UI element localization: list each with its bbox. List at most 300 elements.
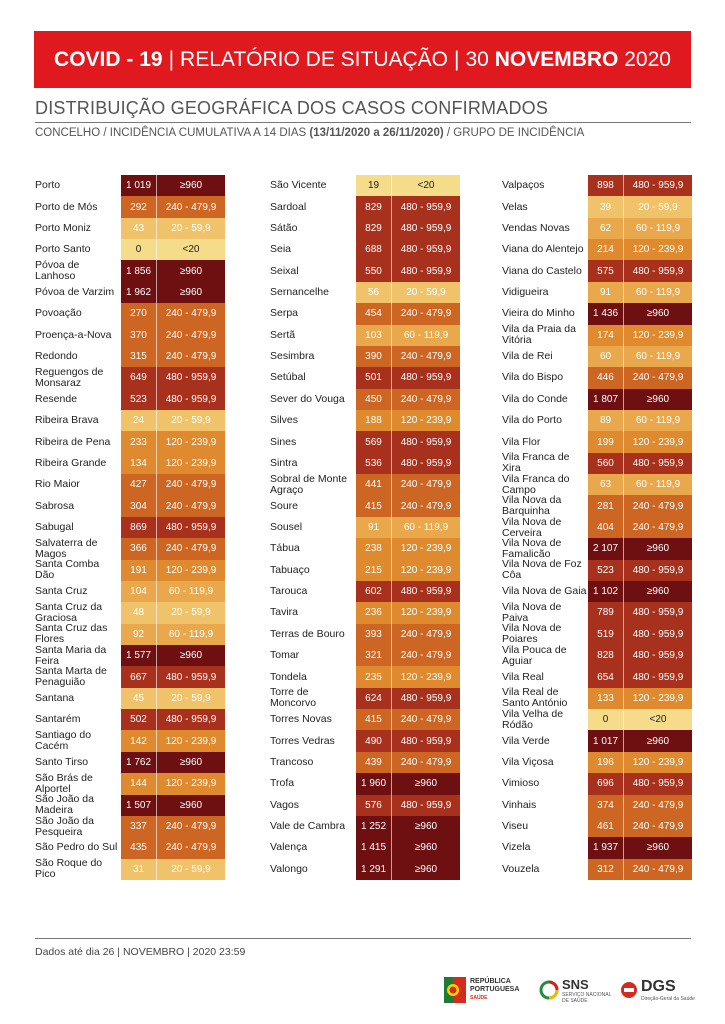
table-row	[35, 624, 225, 645]
municipality-name: Porto de Mós	[35, 200, 98, 213]
incidence-value: 523	[121, 389, 157, 410]
municipality-name: Vila do Conde	[502, 392, 568, 405]
municipality-name: Vila Nova da Barquinha	[502, 494, 562, 518]
municipality-name: Tavira	[270, 606, 299, 619]
incidence-value: 1 507	[121, 795, 157, 816]
municipality-name: Sernancelhe	[270, 285, 329, 298]
incidence-value: 1 102	[588, 581, 624, 602]
municipality-name: Torres Vedras	[270, 734, 335, 747]
table-row	[270, 859, 460, 880]
incidence-value: 829	[356, 218, 392, 239]
municipality-name: Proença-a-Nova	[35, 328, 112, 341]
table-row	[35, 730, 225, 751]
table-row	[270, 517, 460, 538]
incidence-value: 238	[356, 538, 392, 559]
table-row	[502, 624, 692, 645]
report-banner	[34, 31, 691, 88]
incidence-group: 480 - 959,9	[392, 239, 460, 260]
municipality-name: Póvoa de Varzim	[35, 285, 115, 298]
incidence-group: ≥960	[624, 538, 692, 559]
incidence-group: 240 - 479,9	[392, 624, 460, 645]
table-row	[270, 837, 460, 858]
table-row	[502, 431, 692, 452]
incidence-value: 60	[588, 346, 624, 367]
incidence-value: 523	[588, 560, 624, 581]
dgs-logo	[620, 970, 695, 1010]
incidence-group: ≥960	[624, 389, 692, 410]
municipality-name: Tondela	[270, 670, 307, 683]
table-row	[502, 602, 692, 623]
table-row	[35, 175, 225, 196]
incidence-value: 233	[121, 431, 157, 452]
table-row	[35, 795, 225, 816]
incidence-group: 20 - 59,9	[392, 282, 460, 303]
logo-dgs-text: DGS	[641, 978, 676, 995]
incidence-value: 1 291	[356, 859, 392, 880]
incidence-value: 39	[588, 196, 624, 217]
municipality-name: Ribeira Grande	[35, 456, 107, 469]
incidence-group: 240 - 479,9	[392, 645, 460, 666]
incidence-group: ≥960	[157, 282, 225, 303]
incidence-group: 480 - 959,9	[392, 196, 460, 217]
table-row	[502, 581, 692, 602]
incidence-group: 240 - 479,9	[392, 752, 460, 773]
incidence-value: 315	[121, 346, 157, 367]
table-row	[270, 346, 460, 367]
incidence-group: 480 - 959,9	[392, 688, 460, 709]
incidence-value: 667	[121, 666, 157, 687]
table-row	[502, 389, 692, 410]
incidence-group: 240 - 479,9	[624, 859, 692, 880]
municipality-name: Vila do Bispo	[502, 371, 564, 384]
municipality-name: Rio Maior	[35, 478, 80, 491]
municipality-name: Redondo	[35, 350, 78, 363]
table-row	[270, 495, 460, 516]
municipality-name: Valença	[270, 841, 308, 854]
municipality-name: Santa Cruz da Graciosa	[35, 600, 103, 624]
incidence-group: 480 - 959,9	[157, 367, 225, 388]
incidence-group: 240 - 479,9	[157, 474, 225, 495]
municipality-name: Tábua	[270, 542, 300, 555]
incidence-group: 240 - 479,9	[157, 303, 225, 324]
incidence-group: 480 - 959,9	[624, 666, 692, 687]
incidence-value: 142	[121, 730, 157, 751]
incidence-group: 20 - 59,9	[157, 218, 225, 239]
municipality-name: Viana do Castelo	[502, 264, 582, 277]
table-row	[270, 453, 460, 474]
municipality-name: Viseu	[502, 820, 529, 833]
incidence-value: 1 252	[356, 816, 392, 837]
incidence-value: 91	[588, 282, 624, 303]
table-row	[35, 645, 225, 666]
incidence-group: 60 - 119,9	[624, 282, 692, 303]
municipality-name: Ribeira de Pena	[35, 435, 111, 448]
table-row	[502, 410, 692, 431]
table-row	[270, 474, 460, 495]
incidence-group: 240 - 479,9	[157, 816, 225, 837]
incidence-group: 480 - 959,9	[624, 560, 692, 581]
table-row	[502, 453, 692, 474]
table-row	[270, 709, 460, 730]
incidence-group: 480 - 959,9	[392, 218, 460, 239]
municipality-name: Vila Nova de Cerveira	[502, 515, 562, 539]
incidence-group: 120 - 239,9	[392, 666, 460, 687]
municipality-name: Tabuaço	[270, 563, 310, 576]
incidence-group: 480 - 959,9	[624, 773, 692, 794]
incidence-group: 480 - 959,9	[157, 389, 225, 410]
incidence-value: 450	[356, 389, 392, 410]
incidence-value: 393	[356, 624, 392, 645]
incidence-group: 20 - 59,9	[157, 688, 225, 709]
municipality-name: Vila Real	[502, 670, 544, 683]
municipality-name: Vila de Rei	[502, 350, 553, 363]
incidence-value: 575	[588, 260, 624, 281]
incidence-group: <20	[624, 709, 692, 730]
table-row	[502, 495, 692, 516]
table-row	[502, 367, 692, 388]
incidence-value: 415	[356, 495, 392, 516]
incidence-value: 48	[121, 602, 157, 623]
table-row	[502, 175, 692, 196]
municipality-name: Ribeira Brava	[35, 414, 99, 427]
incidence-group: 480 - 959,9	[624, 453, 692, 474]
incidence-value: 91	[356, 517, 392, 538]
municipality-name: Serpa	[270, 307, 299, 320]
table-row	[502, 538, 692, 559]
incidence-value: 188	[356, 410, 392, 431]
incidence-value: 1 807	[588, 389, 624, 410]
incidence-group: 120 - 239,9	[624, 752, 692, 773]
incidence-value: 304	[121, 495, 157, 516]
incidence-group: 120 - 239,9	[392, 560, 460, 581]
incidence-value: 2 107	[588, 538, 624, 559]
incidence-value: 292	[121, 196, 157, 217]
incidence-group: 480 - 959,9	[157, 517, 225, 538]
incidence-group: ≥960	[157, 752, 225, 773]
incidence-value: 63	[588, 474, 624, 495]
dgs-emblem-icon	[620, 981, 638, 999]
logo-sns-text: SNS	[562, 976, 589, 992]
incidence-group: ≥960	[157, 260, 225, 281]
incidence-group: 240 - 479,9	[392, 474, 460, 495]
incidence-group: 20 - 59,9	[157, 602, 225, 623]
incidence-group: 480 - 959,9	[392, 453, 460, 474]
table-row	[35, 282, 225, 303]
incidence-group: ≥960	[624, 730, 692, 751]
incidence-value: 191	[121, 560, 157, 581]
incidence-group: 240 - 479,9	[392, 495, 460, 516]
municipality-name: Sines	[270, 435, 297, 448]
municipality-name: Vila Nova de Paiva	[502, 600, 562, 624]
banner-day: 30	[465, 47, 489, 71]
incidence-value: 696	[588, 773, 624, 794]
table-row	[35, 260, 225, 281]
incidence-group: <20	[157, 239, 225, 260]
table-row	[35, 666, 225, 687]
logo-sns-sub2: DE SAÚDE	[562, 997, 588, 1004]
municipality-name: Sertã	[270, 328, 296, 341]
municipality-name: Vinhais	[502, 798, 537, 811]
incidence-value: 898	[588, 175, 624, 196]
municipality-name: Sobral de Monte Agraço	[270, 472, 348, 496]
municipality-name: Trancoso	[270, 755, 314, 768]
table-row	[35, 517, 225, 538]
table-row	[35, 816, 225, 837]
table-row	[502, 239, 692, 260]
incidence-value: 869	[121, 517, 157, 538]
incidence-value: 321	[356, 645, 392, 666]
incidence-value: 1 856	[121, 260, 157, 281]
incidence-group: 480 - 959,9	[392, 581, 460, 602]
incidence-group: 240 - 479,9	[157, 538, 225, 559]
table-row	[270, 795, 460, 816]
incidence-value: 31	[121, 859, 157, 880]
municipality-name: São João da Madeira	[35, 793, 94, 817]
banner-report-title: RELATÓRIO DE SITUAÇÃO	[180, 47, 449, 71]
incidence-group: 240 - 479,9	[392, 709, 460, 730]
incidence-group: 120 - 239,9	[624, 688, 692, 709]
incidence-group: 120 - 239,9	[157, 453, 225, 474]
republica-portuguesa-logo	[444, 970, 519, 1010]
table-row	[270, 410, 460, 431]
title-divider	[35, 122, 691, 123]
table-row	[502, 709, 692, 730]
logo-sns-sub1: SERVIÇO NACIONAL	[562, 991, 612, 998]
incidence-group: 120 - 239,9	[157, 560, 225, 581]
incidence-group: 60 - 119,9	[157, 624, 225, 645]
table-row	[270, 239, 460, 260]
incidence-value: 19	[356, 175, 392, 196]
incidence-value: 366	[121, 538, 157, 559]
table-row	[502, 303, 692, 324]
municipality-name: Setúbal	[270, 371, 306, 384]
incidence-group: 60 - 119,9	[392, 517, 460, 538]
incidence-value: 536	[356, 453, 392, 474]
incidence-group: 240 - 479,9	[624, 816, 692, 837]
incidence-value: 461	[588, 816, 624, 837]
incidence-group: 120 - 239,9	[392, 602, 460, 623]
municipality-name: Vale de Cambra	[270, 820, 346, 833]
incidence-value: 649	[121, 367, 157, 388]
municipality-name: Porto Santo	[35, 243, 91, 256]
banner-separator: |	[168, 47, 175, 71]
logo-rp-line3: SAÚDE	[470, 995, 488, 1001]
incidence-group: 240 - 479,9	[624, 795, 692, 816]
logo-rp-line1: REPÚBLICA	[470, 978, 511, 985]
incidence-value: 828	[588, 645, 624, 666]
municipality-name: Santa Cruz	[35, 585, 88, 598]
municipality-name: Vimioso	[502, 777, 540, 790]
municipality-name: Santa Maria da Feira	[35, 643, 107, 667]
municipality-name: Terras de Bouro	[270, 627, 345, 640]
municipality-name: Sesimbra	[270, 350, 315, 363]
incidence-group: ≥960	[624, 581, 692, 602]
table-row	[35, 389, 225, 410]
incidence-group: 240 - 479,9	[157, 495, 225, 516]
incidence-group: 120 - 239,9	[624, 325, 692, 346]
incidence-group: 240 - 479,9	[157, 325, 225, 346]
incidence-value: 1 577	[121, 645, 157, 666]
incidence-group: <20	[392, 175, 460, 196]
incidence-group: 240 - 479,9	[624, 517, 692, 538]
incidence-value: 390	[356, 346, 392, 367]
table-row	[35, 709, 225, 730]
municipality-name: Santa Marta de Penaguião	[35, 665, 107, 689]
municipality-name: Reguengos de Monsaraz	[35, 365, 104, 389]
incidence-value: 602	[356, 581, 392, 602]
municipality-name: Sardoal	[270, 200, 307, 213]
subtitle-text-end: / GRUPO DE INCIDÊNCIA	[446, 127, 585, 139]
table-column-3	[502, 175, 692, 880]
incidence-value: 104	[121, 581, 157, 602]
banner-year: 2020	[624, 47, 671, 71]
incidence-group: 120 - 239,9	[624, 431, 692, 452]
data-date-note: Dados até dia 26 | NOVEMBRO | 2020 23:59	[35, 946, 246, 958]
table-row	[35, 239, 225, 260]
incidence-group: 20 - 59,9	[157, 859, 225, 880]
table-row	[270, 260, 460, 281]
municipality-name: Vouzela	[502, 862, 540, 875]
table-row	[502, 474, 692, 495]
incidence-group: ≥960	[157, 175, 225, 196]
municipality-name: Sátão	[270, 221, 298, 234]
sns-circle-icon	[539, 980, 559, 1000]
municipality-name: Seia	[270, 243, 292, 256]
incidence-group: 20 - 59,9	[624, 196, 692, 217]
table-row	[502, 795, 692, 816]
table-row	[270, 730, 460, 751]
municipality-name: Sabrosa	[35, 499, 75, 512]
incidence-value: 404	[588, 517, 624, 538]
table-row	[502, 218, 692, 239]
incidence-value: 1 436	[588, 303, 624, 324]
table-row	[270, 666, 460, 687]
incidence-value: 624	[356, 688, 392, 709]
table-row	[35, 752, 225, 773]
table-row	[35, 495, 225, 516]
incidence-group: 240 - 479,9	[392, 303, 460, 324]
incidence-value: 62	[588, 218, 624, 239]
incidence-value: 236	[356, 602, 392, 623]
incidence-group: 480 - 959,9	[624, 624, 692, 645]
banner-prefix: COVID - 19	[54, 47, 163, 71]
subtitle-dates: (13/11/2020 a 26/11/2020)	[309, 127, 444, 139]
logo-rp-line2: PORTUGUESA	[470, 986, 520, 993]
incidence-group: 480 - 959,9	[157, 709, 225, 730]
municipality-name: Porto	[35, 179, 61, 192]
table-row	[270, 773, 460, 794]
incidence-value: 439	[356, 752, 392, 773]
table-row	[270, 325, 460, 346]
incidence-value: 103	[356, 325, 392, 346]
table-row	[35, 859, 225, 880]
incidence-group: 120 - 239,9	[157, 730, 225, 751]
table-row	[35, 303, 225, 324]
municipality-name: Torres Novas	[270, 713, 332, 726]
incidence-value: 45	[121, 688, 157, 709]
table-row	[35, 474, 225, 495]
table-row	[270, 581, 460, 602]
incidence-value: 1 962	[121, 282, 157, 303]
table-row	[270, 196, 460, 217]
incidence-value: 337	[121, 816, 157, 837]
incidence-value: 1 415	[356, 837, 392, 858]
table-row	[35, 196, 225, 217]
incidence-group: 240 - 479,9	[392, 346, 460, 367]
municipality-name: Vidigueira	[502, 285, 549, 298]
table-row	[270, 175, 460, 196]
incidence-group: 480 - 959,9	[157, 666, 225, 687]
incidence-value: 0	[121, 239, 157, 260]
incidence-group: ≥960	[157, 645, 225, 666]
table-row	[502, 282, 692, 303]
incidence-group: 480 - 959,9	[392, 795, 460, 816]
table-row	[502, 196, 692, 217]
incidence-value: 454	[356, 303, 392, 324]
incidence-value: 133	[588, 688, 624, 709]
table-row	[270, 624, 460, 645]
incidence-value: 519	[588, 624, 624, 645]
municipality-name: Vila Nova de Gaia	[502, 585, 587, 598]
incidence-value: 312	[588, 859, 624, 880]
incidence-group: 480 - 959,9	[624, 260, 692, 281]
incidence-value: 1 960	[356, 773, 392, 794]
incidence-value: 688	[356, 239, 392, 260]
incidence-group: 480 - 959,9	[392, 367, 460, 388]
incidence-group: 480 - 959,9	[392, 260, 460, 281]
incidence-value: 576	[356, 795, 392, 816]
municipality-name: Santiago do Cacém	[35, 729, 92, 753]
incidence-group: 480 - 959,9	[624, 645, 692, 666]
municipality-name: Sintra	[270, 456, 298, 469]
table-row	[35, 560, 225, 581]
incidence-group: 240 - 479,9	[157, 346, 225, 367]
incidence-value: 199	[588, 431, 624, 452]
table-row	[270, 816, 460, 837]
municipality-name: Vila Pouca de Aguiar	[502, 643, 567, 667]
municipality-name: Tarouca	[270, 585, 308, 598]
table-row	[35, 538, 225, 559]
table-row	[270, 538, 460, 559]
incidence-group: ≥960	[392, 773, 460, 794]
municipality-name: Sousel	[270, 520, 303, 533]
municipality-name: Povoação	[35, 307, 82, 320]
table-row	[502, 517, 692, 538]
incidence-group: ≥960	[157, 795, 225, 816]
table-column-1	[35, 175, 225, 880]
incidence-value: 215	[356, 560, 392, 581]
incidence-group: 60 - 119,9	[624, 410, 692, 431]
incidence-group: ≥960	[392, 816, 460, 837]
table-row	[270, 645, 460, 666]
banner-month: NOVEMBRO	[494, 47, 619, 71]
municipality-name: Vagos	[270, 798, 299, 811]
incidence-value: 0	[588, 709, 624, 730]
incidence-value: 550	[356, 260, 392, 281]
incidence-value: 654	[588, 666, 624, 687]
table-row	[502, 260, 692, 281]
incidence-value: 92	[121, 624, 157, 645]
municipality-name: Velas	[502, 200, 528, 213]
incidence-group: 60 - 119,9	[624, 346, 692, 367]
municipality-name: Porto Moniz	[35, 221, 92, 234]
incidence-value: 427	[121, 474, 157, 495]
incidence-value: 829	[356, 196, 392, 217]
table-row	[35, 218, 225, 239]
incidence-value: 435	[121, 837, 157, 858]
subtitle-text: CONCELHO / INCIDÊNCIA CUMULATIVA A 14 DIAS	[35, 127, 307, 139]
incidence-group: 120 - 239,9	[157, 773, 225, 794]
